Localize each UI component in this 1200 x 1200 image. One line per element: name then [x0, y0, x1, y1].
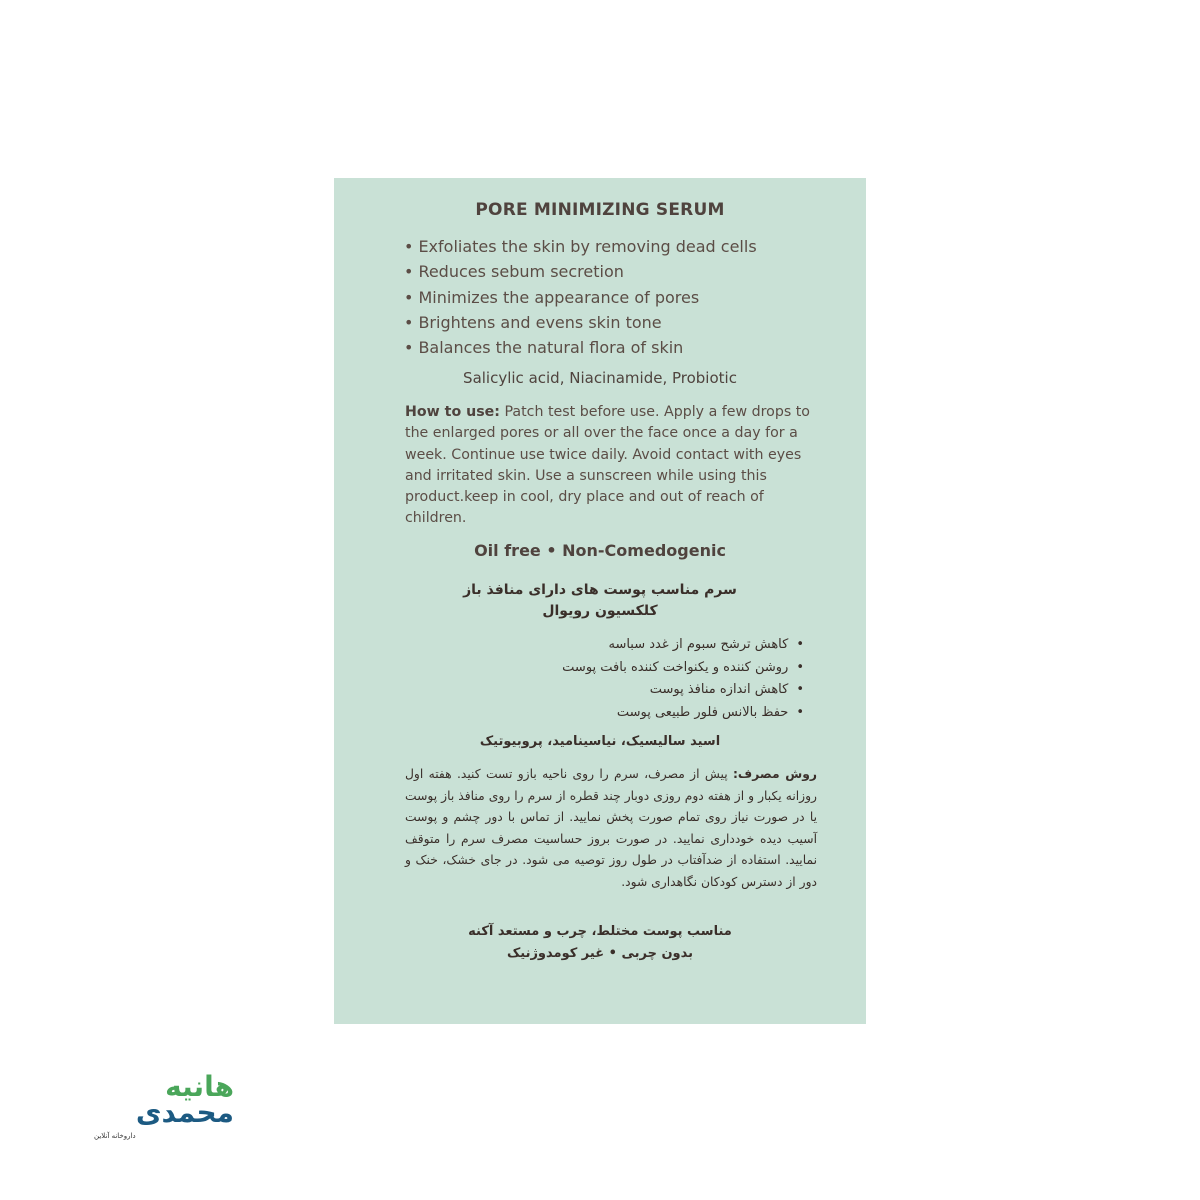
- pharmacy-logo: [54, 1072, 234, 1142]
- fa-how-to-use-label: روش مصرف:: [733, 767, 817, 781]
- benefit-item: • Reduces sebum secretion: [404, 262, 624, 282]
- how-to-use-label: How to use:: [405, 404, 500, 420]
- how-to-use: [405, 402, 817, 530]
- fa-benefit-item: •کاهش ترشح سبوم از غدد سباسه: [608, 637, 804, 652]
- fa-benefit-item: •حفظ بالانس فلور طبیعی پوست: [616, 705, 804, 721]
- ingredients-line: Salicylic acid, Niacinamide, Probiotic: [463, 369, 737, 387]
- benefit-item: • Exfoliates the skin by removing dead cells: [404, 237, 757, 256]
- logo-name-line-2: محمدی: [135, 1096, 234, 1129]
- logo-subtitle: داروخانه آنلاین: [94, 1132, 136, 1140]
- benefit-item: • Balances the natural flora of skin: [404, 338, 684, 358]
- fa-flags-line: بدون چربی • غیر کومدوژنیک: [506, 946, 694, 961]
- logo-name-line-1: هانیه: [165, 1070, 234, 1103]
- fa-suitable-line: مناسب پوست مختلط، چرب و مستعد آکنه: [468, 924, 732, 939]
- product-flags: Oil free • Non-Comedogenic: [474, 541, 726, 560]
- benefit-item: • Brightens and evens skin tone: [404, 312, 662, 332]
- how-to-use-text: Patch test before use. Apply a few drops to the enlarged pores or all over the face once a day for a week. Continue use twice daily. Avoid contact with eyes and irritated skin. Use a sunscreen while using this product.keep in cool, dry place and out of reach of children.: [405, 404, 810, 527]
- fa-ingredients-line: اسید سالیسیک، نیاسینامید، پروبیوتیک: [479, 734, 721, 749]
- fa-benefits-list: [562, 634, 804, 725]
- fa-benefit-item: •روشن کننده و یکنواخت کننده بافت پوست: [562, 659, 804, 675]
- fa-title-line-1: سرم مناسب پوست های دارای منافذ باز: [463, 582, 737, 598]
- product-label-card: [334, 178, 866, 1024]
- logo-text: [136, 1072, 234, 1128]
- product-title: PORE MINIMIZING SERUM: [475, 200, 725, 220]
- fa-title-line-2: کلکسیون رویوال: [542, 603, 658, 619]
- fa-how-to-use: [405, 764, 817, 893]
- benefits-list: [404, 234, 757, 360]
- benefit-item: • Minimizes the appearance of pores: [404, 287, 700, 307]
- fa-how-to-use-text: پیش از مصرف، سرم را روی ناحیه بازو تست کنید. هفته اول روزانه یکبار و از هفته دوم روزی دوبار چند قطره از سرم را روی منافذ باز پوست یا در صورت نیاز روی تمام صورت پخش نمایید. از تماس با دور چشم و پوست آسیب دیده خودداری نمایید. در صورت بروز حساسیت مصرف سرم را متوقف نمایید. استفاده از ضدآفتاب در طول روز توصیه می شود. در جای خشک، خنک و دور از دسترس کودکان نگاهداری شود.: [405, 767, 817, 889]
- fa-benefit-item: •کاهش اندازه منافذ پوست: [649, 682, 804, 698]
